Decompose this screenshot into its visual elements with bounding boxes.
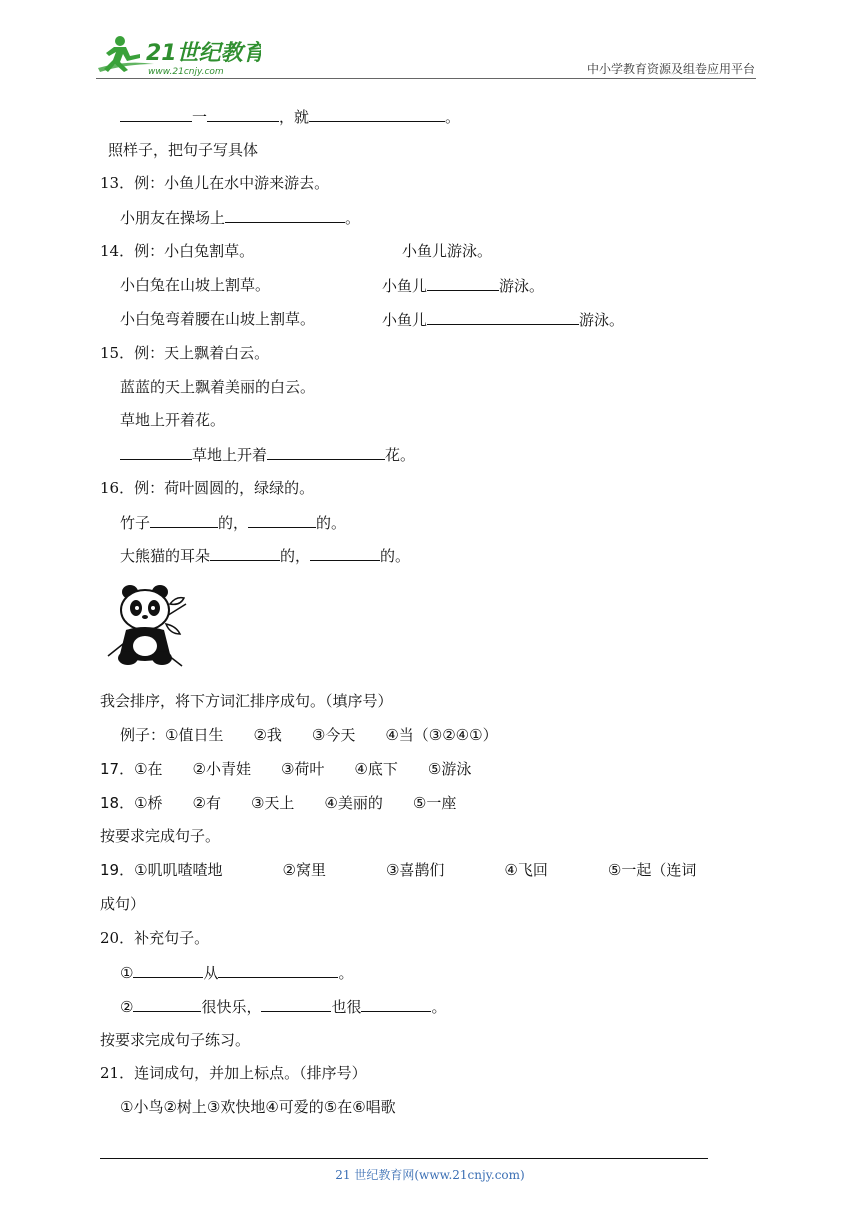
question-17: 17．①在 ②小青娃 ③荷叶 ④底下 ⑤游泳 xyxy=(100,760,472,778)
q14-left-1: 小白兔在山坡上割草。 xyxy=(120,276,271,294)
question-18: 18．①桥 ②有 ③天上 ④美丽的 ⑤一座 xyxy=(100,794,457,812)
q14-right-2: 小鱼儿 游泳。 xyxy=(382,311,625,329)
q14-example-right: 小鱼儿游泳。 xyxy=(402,242,493,260)
q16-answer-line-a: 竹子 的， 的。 xyxy=(120,514,347,532)
section-heading-3: 按要求完成句子练习。 xyxy=(100,1031,251,1049)
question-21: 21．连词成句，并加上标点。（排序号） xyxy=(100,1064,367,1082)
question-14: 14．例：小白兔割草。 xyxy=(100,242,255,260)
question-15: 15．例：天上飘着白云。 xyxy=(100,344,270,362)
q14-right-1: 小鱼儿 游泳。 xyxy=(382,277,545,295)
section-heading-2: 按要求完成句子。 xyxy=(100,827,221,845)
sort-example: 例子：①值日生 ②我 ③今天 ④当（③②④①） xyxy=(120,726,498,744)
q20-answer-line-b: ② 很快乐， 也很 。 xyxy=(120,998,447,1016)
panda-illustration xyxy=(104,584,188,668)
question-19-cont: 成句） xyxy=(100,895,146,913)
q21-words: ①小鸟②树上③欢快地④可爱的⑤在⑥唱歌 xyxy=(120,1098,396,1116)
q14-left-2: 小白兔弯着腰在山坡上割草。 xyxy=(120,310,316,328)
q13-answer-line: 小朋友在操场上 。 xyxy=(120,209,361,227)
q15-answer-line: 草地上开着 花。 xyxy=(120,444,415,465)
header-divider xyxy=(96,78,756,79)
q16-answer-line-b: 大熊猫的耳朵 的， 的。 xyxy=(120,547,411,565)
sort-section-title: 我会排序，将下方词汇排序成句。（填序号） xyxy=(100,692,393,710)
q20-answer-line-a: ① 从 。 xyxy=(120,964,354,982)
q15-line-a: 蓝蓝的天上飘着美丽的白云。 xyxy=(120,378,316,396)
logo-url: www.21cnjy.com xyxy=(148,67,224,77)
question-13: 13．例：小鱼儿在水中游来游去。 xyxy=(100,174,330,192)
logo-text: 21世纪教育 xyxy=(146,41,261,66)
question-20: 20．补充句子。 xyxy=(100,929,210,947)
q15-line-b: 草地上开着花。 xyxy=(120,411,226,429)
fill-line-top: 一 ，就 。 xyxy=(120,106,460,127)
footer-text: 21 世纪教育网(www.21cnjy.com) xyxy=(335,1168,525,1182)
section-heading: 照样子，把句子写具体 xyxy=(108,141,259,159)
question-19: 19．①叽叽喳喳地 ②窝里 ③喜鹊们 ④飞回 ⑤一起（连词 xyxy=(100,861,697,879)
question-16: 16．例：荷叶圆圆的，绿绿的。 xyxy=(100,479,315,497)
site-logo xyxy=(96,34,261,78)
header-platform-text: 中小学教育资源及组卷应用平台 xyxy=(586,62,755,76)
footer-divider xyxy=(100,1158,708,1159)
